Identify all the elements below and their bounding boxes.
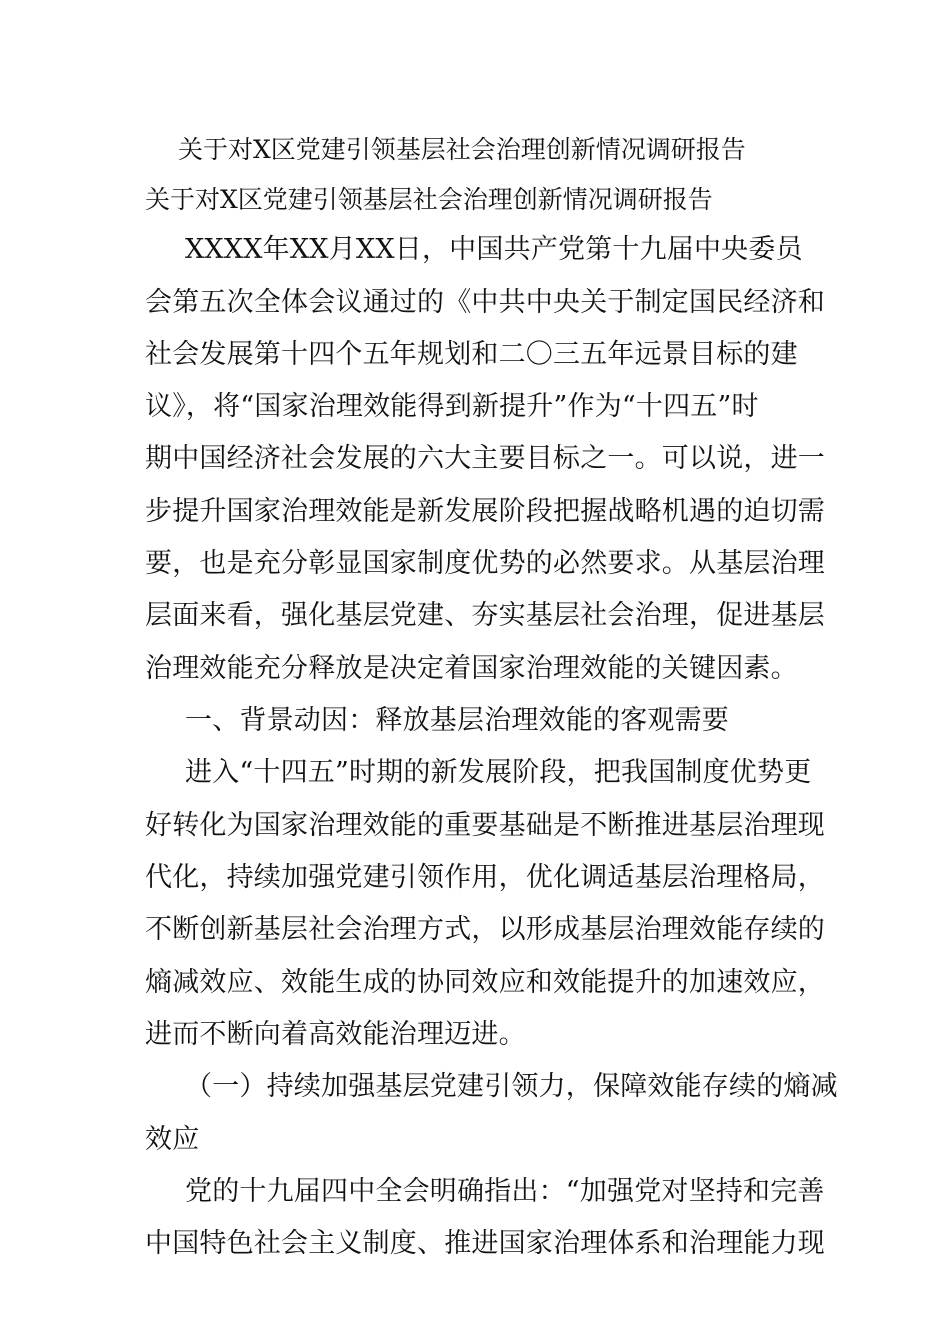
subsection-heading-continued: 效应 [145,1124,200,1155]
paragraph-line: 党的十九届四中全会明确指出：“加强党对坚持和完善 [185,1176,825,1207]
paragraph-line: XXXX年XX月XX日，中国共产党第十九届中央委员 [185,234,803,265]
paragraph-line: 社会发展第十四个五年规划和二〇三五年远景目标的建 [145,339,798,370]
section-heading: 一、背景动因：释放基层治理效能的客观需要 [185,705,729,736]
paragraph-line: 进而不断向着高效能治理迈进。 [145,1019,526,1050]
paragraph-line: 层面来看，强化基层党建、夯实基层社会治理，促进基层 [145,600,825,631]
paragraph-line: 熵减效应、效能生成的协同效应和效能提升的加速效应， [145,967,825,998]
document-title: 关于对X区党建引领基层社会治理创新情况调研报告 [178,135,746,164]
paragraph-line: 不断创新基层社会治理方式，以形成基层治理效能存续的 [145,914,825,945]
paragraph-line: 议》，将“国家治理效能得到新提升”作为“十四五”时 [145,391,759,422]
paragraph-line: 中国特色社会主义制度、推进国家治理体系和治理能力现 [145,1228,825,1259]
paragraph-line: 期中国经济社会发展的六大主要目标之一。可以说，进一 [145,443,825,474]
document-title-repeat: 关于对X区党建引领基层社会治理创新情况调研报告 [145,185,713,214]
paragraph-line: 会第五次全体会议通过的《中共中央关于制定国民经济和 [145,287,825,318]
paragraph-line: 进入“十四五”时期的新发展阶段，把我国制度优势更 [185,757,812,788]
paragraph-line: 步提升国家治理效能是新发展阶段把握战略机遇的迫切需 [145,496,825,527]
paragraph-line: 要，也是充分彰显国家制度优势的必然要求。从基层治理 [145,548,825,579]
paragraph-line: 治理效能充分释放是决定着国家治理效能的关键因素。 [145,653,798,684]
subsection-heading: （一）持续加强基层党建引领力，保障效能存续的熵减 [185,1071,838,1102]
paragraph-line: 好转化为国家治理效能的重要基础是不断推进基层治理现 [145,810,825,841]
paragraph-line: 代化，持续加强党建引领作用，优化调适基层治理格局， [145,862,825,893]
